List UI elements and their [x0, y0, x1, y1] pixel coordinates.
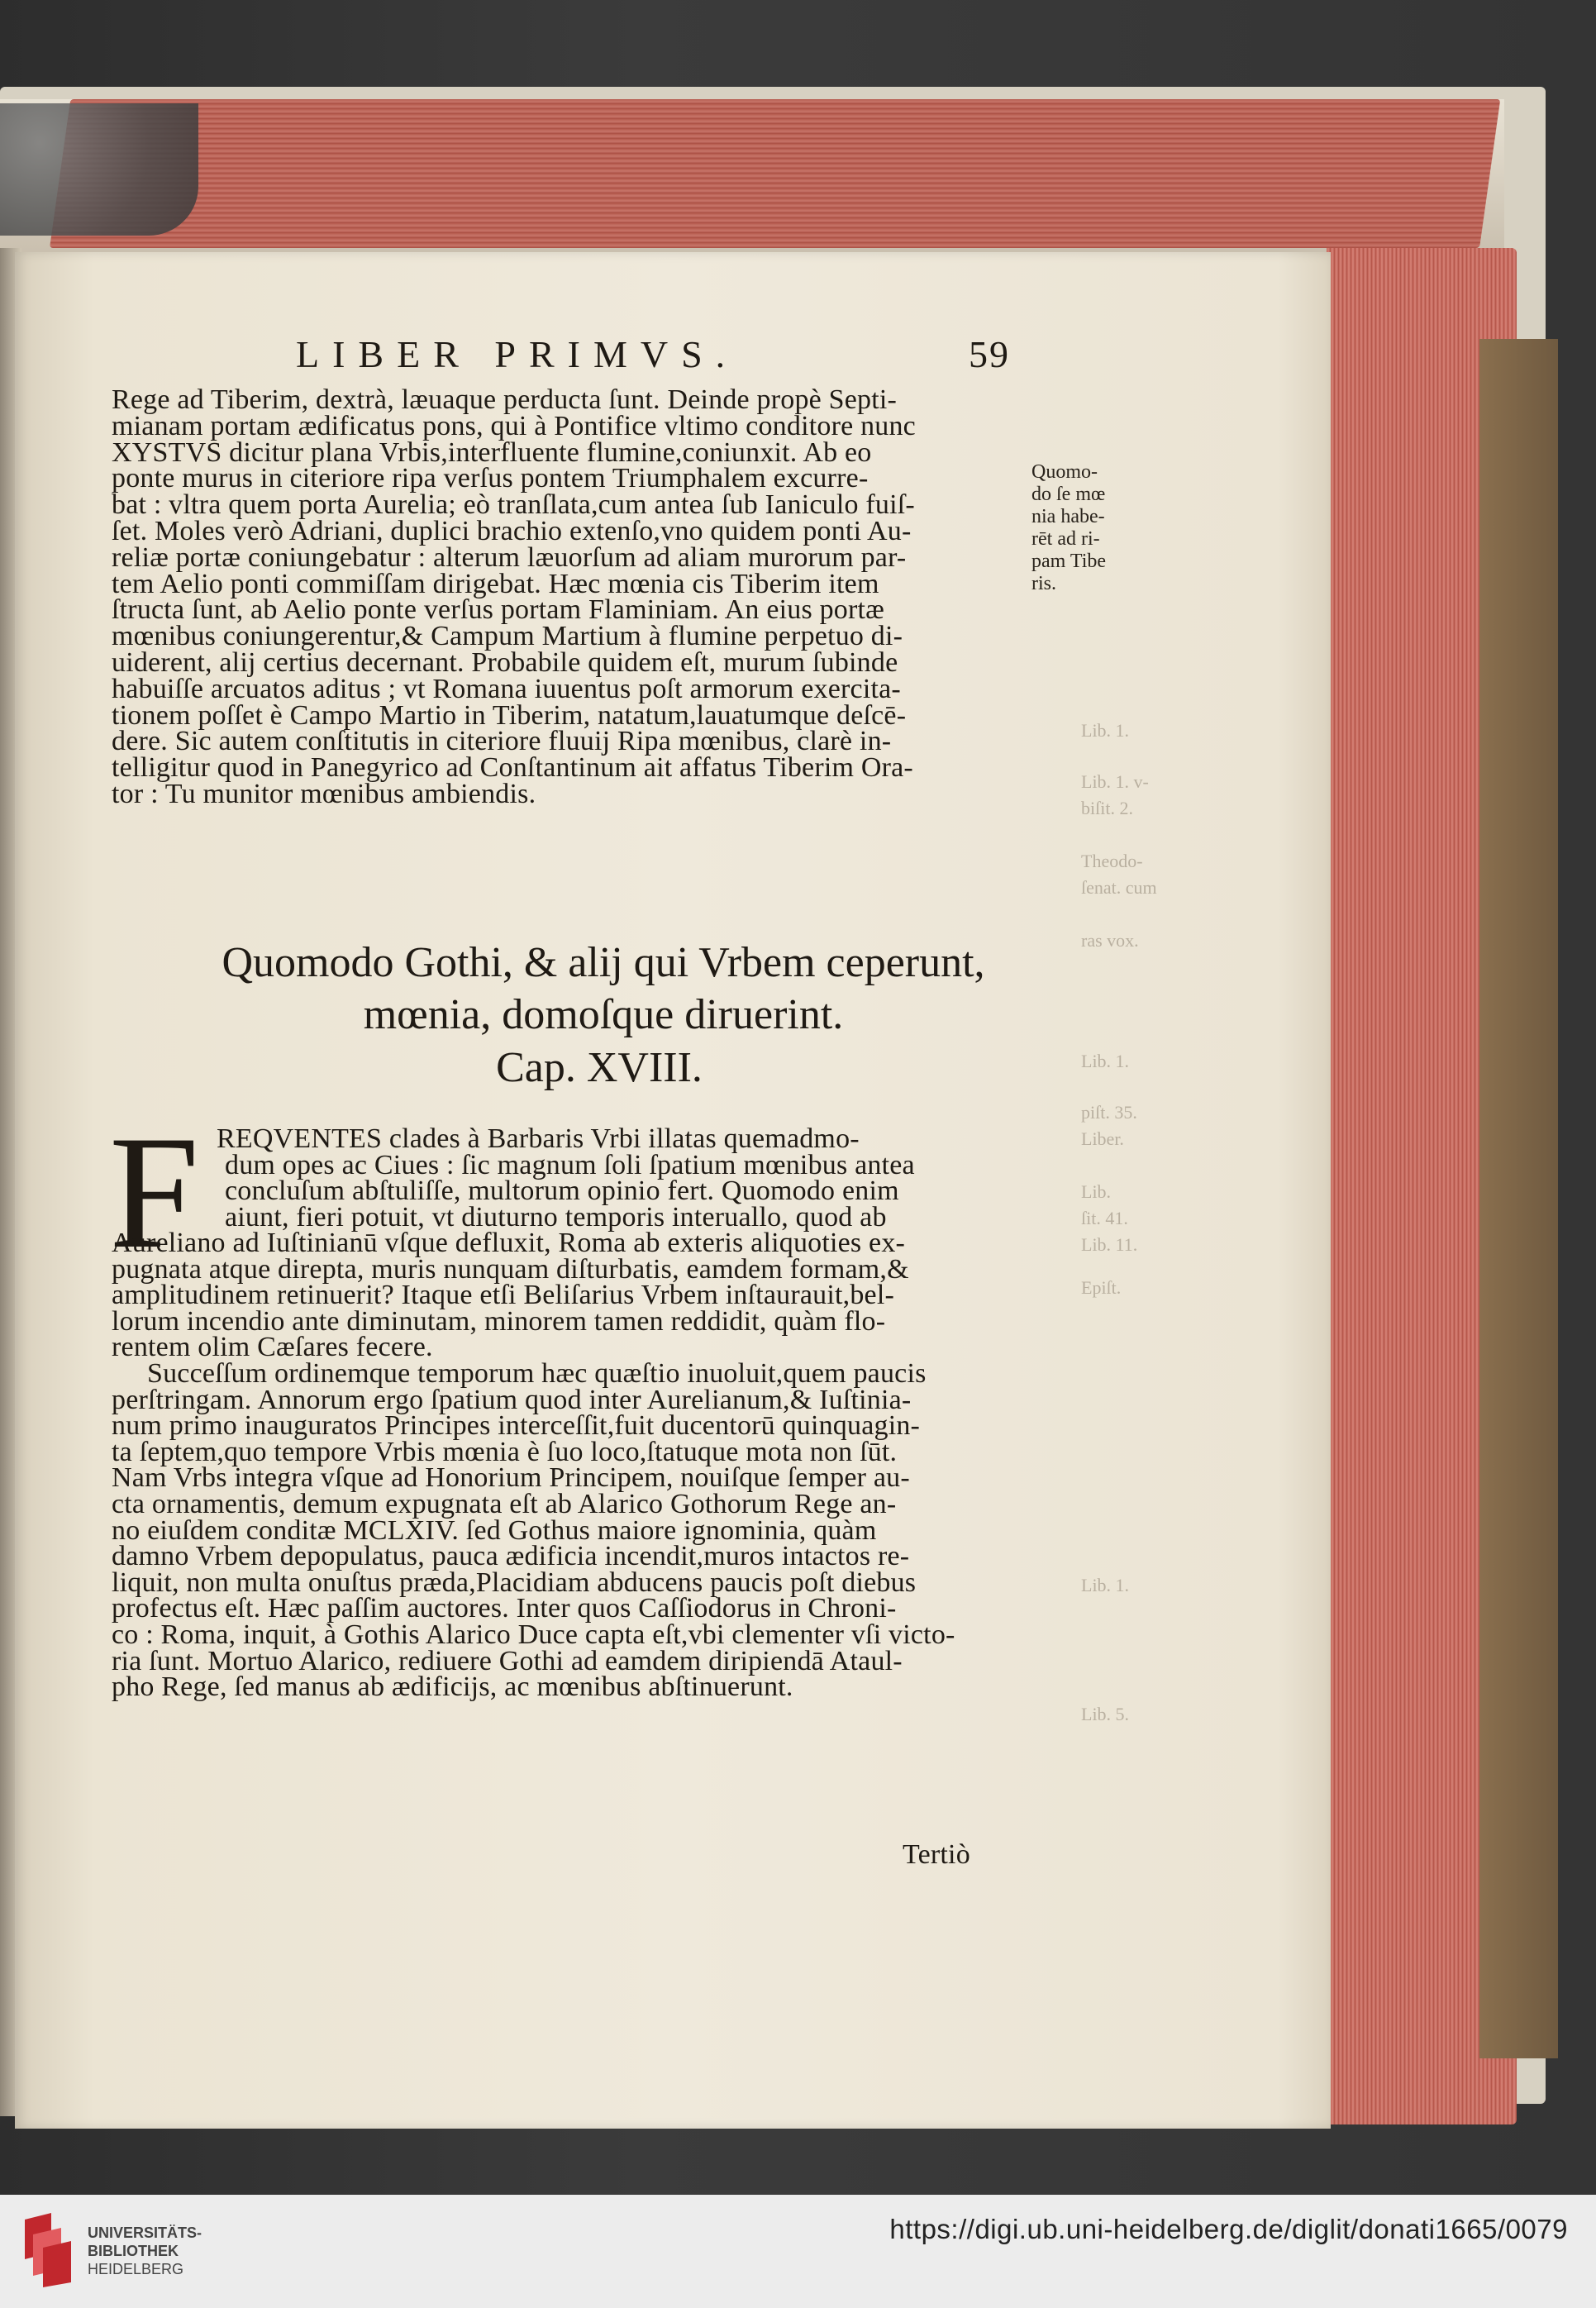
bleed-through-label: Lib. 1. v- [1081, 771, 1149, 792]
text-line: Aureliano ad Iuſtinianū vſque defluxit, Roma ab exteris aliquoties ex- [112, 1228, 906, 1258]
chapter-heading-line-1: Quomodo Gothi, & alij qui Vrbem ceperunt, [222, 939, 985, 986]
text-line: co : Roma, inquit, à Gothis Alarico Duce capta eſt,vbi clementer vſi victo- [112, 1619, 955, 1650]
library-logo-icon [18, 2211, 78, 2287]
text-line: Nam Vrbs integra vſque ad Honorium Principem, nouiſque ſemper au- [112, 1462, 910, 1494]
bleed-through-label: ras vox. [1081, 930, 1139, 951]
bleed-through-label: Lib. 11. [1081, 1234, 1138, 1255]
margin-note-line: do ſe mœ [1031, 484, 1106, 505]
margin-note-line: rēt ad ri- [1031, 528, 1100, 550]
text-line: perſtringam. Annorum ergo ſpatium quod inter Aurelianum,& Iuſtinia- [112, 1384, 912, 1415]
text-line: dum opes ac Ciues : ſic magnum ſoli ſpatium mœnibus antea [225, 1149, 915, 1180]
viewer-footer [0, 2195, 1596, 2308]
text-line: no eiuſdem conditæ MCLXIV. ſed Gothus maiore ignominia, quàm [112, 1514, 877, 1546]
text-line: Succeſſum ordinemque temporum hæc quæſtio inuoluit,quem paucis [147, 1358, 927, 1389]
cover-edge [1479, 339, 1558, 2058]
bleed-through-label: Lib. 5. [1081, 1704, 1130, 1724]
book-clasp [0, 103, 198, 236]
bleed-through-label: ſit. 41. [1081, 1208, 1128, 1228]
text-line: rentem olim Cæſares fecere. [112, 1332, 433, 1363]
drop-cap: F [109, 1103, 200, 1282]
text-line: telligitur quod in Panegyrico ad Conſtantinum ait affatus Tiberim Ora- [112, 752, 913, 784]
text-line: mœnibus coniungerentur,& Campum Martium à flumine perpetuo di- [112, 621, 903, 652]
library-name [88, 2224, 202, 2278]
text-line: REQVENTES clades à Barbaris Vrbi illatas quemadmo- [217, 1123, 860, 1154]
text-line: damno Vrbem depopulatus, pauca ædificia incendit,muros intactos re- [112, 1541, 910, 1572]
text-line: pho Rege, ſed manus ab ædificijs, ac mœnibus abſtinuerunt. [112, 1671, 793, 1703]
text-line: ſtructa ſunt, ab Aelio ponte verſus portam Flaminiam. An eius portæ [112, 594, 885, 626]
bleed-through-label: Epiſt. [1081, 1277, 1122, 1298]
bleed-through-label: Liber. [1081, 1128, 1124, 1149]
permalink-url[interactable]: https://digi.ub.uni-heidelberg.de/diglit/donati1665/0079 [889, 2214, 1568, 2244]
text-line: liquit, non multa onuſtus præda,Placidiam abducens paucis poſt diebus [112, 1566, 917, 1598]
margin-note-line: nia habe- [1031, 506, 1105, 527]
bleed-through-label: Lib. 1. [1081, 1051, 1130, 1071]
text-line: ria ſunt. Mortuo Alarico, rediuere Gothi ad eamdem diripiendā Ataul- [112, 1645, 903, 1676]
library-name-line-2: BIBLIOTHEK [88, 2243, 179, 2259]
red-page-edges-top [50, 99, 1500, 248]
bleed-through-label: Lib. [1081, 1181, 1112, 1202]
catchword: Tertiò [903, 1839, 970, 1870]
bleed-through-label: Lib. 1. [1081, 720, 1130, 741]
text-line: Rege ad Tiberim, dextrà, læuaque perducta ſunt. Deinde propè Septi- [112, 384, 898, 415]
text-line: concluſum abſtuliſſe, multorum opinio fert. Quomodo enim [225, 1175, 899, 1206]
text-line: tor : Tu munitor mœnibus ambiendis. [112, 779, 536, 809]
margin-note-line: pam Tibe [1031, 551, 1107, 572]
text-line: tem Aelio ponti commiſſam dirigebat. Hæc mœnia cis Tiberim item [112, 568, 879, 599]
margin-note-line: Quomo- [1031, 461, 1098, 483]
page-number: 59 [969, 333, 1010, 375]
text-line: ſet. Moles verò Adriani, duplici brachio extenſo,vno quidem ponti Au- [112, 516, 912, 546]
text-line: bat : vltra quem porta Aurelia; eò tranſlata,cum antea ſub Ianiculo fuiſ- [112, 489, 915, 521]
library-name-line-1: UNIVERSITÄTS- [88, 2225, 202, 2241]
text-line: amplitudinem retinuerit? Itaque etſi Beliſarius Vrbem inſtaurauit,bel- [112, 1280, 894, 1311]
text-line: cta ornamentis, demum expugnata eſt ab Alarico Gothorum Rege an- [112, 1489, 897, 1519]
text-line: tionem poſſet è Campo Martio in Tiberim, natatum,lauatumque deſcē- [112, 699, 907, 731]
text-line: XYSTVS dicitur plana Vrbis,interfluente flumine,coniunxit. Ab eo [112, 436, 872, 468]
text-line: aiunt, fieri potuit, vt diuturno temporis interuallo, quod ab [225, 1201, 887, 1233]
text-line: num primo inauguratos Principes interceſſit,fuit ducentorū quinquagin- [112, 1410, 921, 1442]
running-title: LIBER PRIMVS. [296, 333, 739, 375]
chapter-heading-line-2: mœnia, domoſque diruerint. [363, 991, 844, 1038]
bleed-through-label: Theodo- [1081, 851, 1143, 871]
margin-note-line: ris. [1031, 573, 1056, 594]
chapter-heading-line-3: Cap. XVIII. [496, 1044, 703, 1091]
text-line: ponte murus in citeriore ripa verſus pontem Triumphalem excurre- [112, 463, 869, 494]
bleed-through-label: Lib. 1. [1081, 1575, 1130, 1595]
text-line: profectus eſt. Hæc paſſim auctores. Inter quos Caſſiodorus in Chroni- [112, 1593, 897, 1624]
text-line: dere. Sic autem conſtitutis in citeriore fluuij Ripa mœnibus, clarè in- [112, 726, 892, 757]
bleed-through-label: ſenat. cum [1081, 877, 1157, 898]
library-name-line-3: HEIDELBERG [88, 2261, 184, 2277]
text-line: mianam portam ædificatus pons, qui à Pontifice vltimo conditore nunc [112, 410, 916, 441]
text-line: reliæ portæ coniungebatur : alterum læuorſum ad aliam murorum par- [112, 541, 907, 573]
text-line: lorum incendio ante diminutam, minorem tamen reddidit, quàm flo- [112, 1305, 886, 1337]
text-line: pugnata atque direpta, muris nunquam diſturbatis, eamdem formam,& [112, 1253, 909, 1285]
text-line: ta ſeptem,quo tempore Vrbis mœnia è ſuo loco,ſtatuque mota non ſūt. [112, 1436, 898, 1467]
bleed-through-label: biſit. 2. [1081, 798, 1133, 818]
text-line: uiderent, alij certius decernant. Probabile quidem eſt, murum ſubinde [112, 647, 898, 678]
text-line: habuiſſe arcuatos aditus ; vt Romana iuuentus poſt armorum exercita- [112, 673, 901, 704]
bleed-through-label: piſt. 35. [1081, 1102, 1137, 1123]
